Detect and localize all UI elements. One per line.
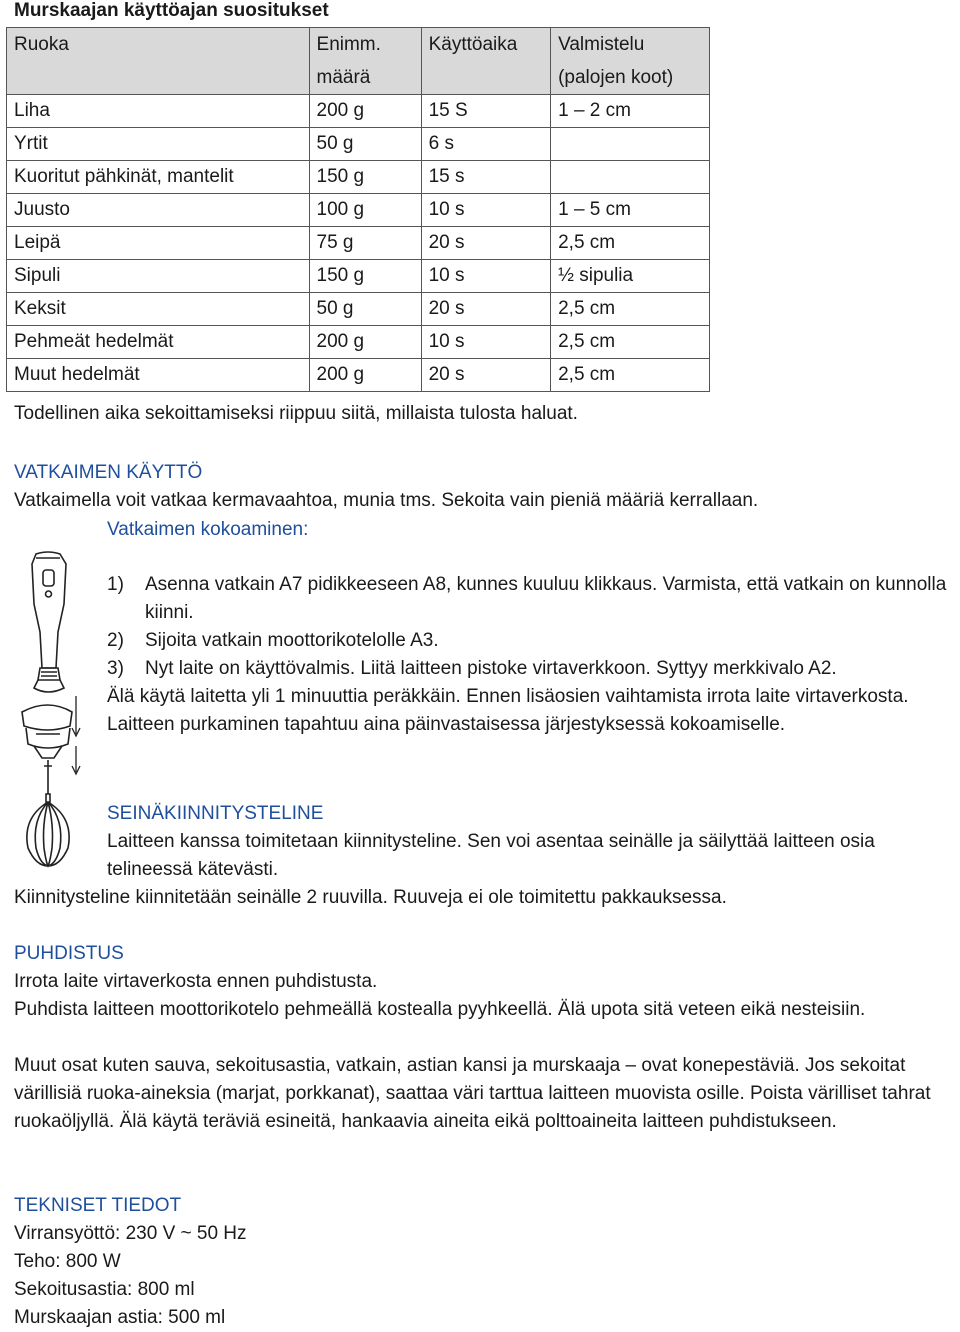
- assembly-arrow-icon: [72, 696, 80, 774]
- cleaning-paragraph-3: Muut osat kuten sauva, sekoitusastia, vatkain, astian kansi ja murskaaja – ovat konepestäviä. Jos sekoitat värillisiä ruoka-aineksia (marjat, porkkanat), saattaa väri tarttua laitteen muovista osille. Poista värilliset tahrat ruokaöljyllä. Älä käytä teräviä esineitä, hankaavia aineita eikä polttoaineita laitteen puhdistukseen.: [14, 1055, 931, 1132]
- time-cell: 20 s: [421, 359, 551, 392]
- time-cell: 15 S: [421, 95, 551, 128]
- column-header-food: Ruoka: [7, 28, 310, 95]
- specs-list: [14, 1220, 247, 1332]
- time-cell: 20 s: [421, 293, 551, 326]
- preparation-cell: 2,5 cm: [551, 293, 710, 326]
- food-cell: Kuoritut pähkinät, mantelit: [7, 161, 310, 194]
- preparation-cell: 2,5 cm: [551, 326, 710, 359]
- spec-line-power: Teho: 800 W: [14, 1251, 121, 1272]
- food-cell: Pehmeät hedelmät: [7, 326, 310, 359]
- whisk-assembly-illustration: [14, 548, 94, 878]
- step-text: Asenna vatkain A7 pidikkeeseen A8, kunnes kuuluu klikkaus. Varmista, että vatkain on kunnolla kiinni.: [145, 574, 947, 623]
- time-cell: 20 s: [421, 227, 551, 260]
- food-cell: Yrtit: [7, 128, 310, 161]
- food-cell: Muut hedelmät: [7, 359, 310, 392]
- max-amount-cell: 200 g: [309, 359, 421, 392]
- preparation-cell: 1 – 5 cm: [551, 194, 710, 227]
- page-title: Murskaajan käyttöajan suositukset: [14, 0, 329, 21]
- max-amount-cell: 50 g: [309, 293, 421, 326]
- spec-line-mixing-bowl: Sekoitusastia: 800 ml: [14, 1279, 195, 1300]
- table-row: [7, 260, 710, 293]
- max-amount-cell: 50 g: [309, 128, 421, 161]
- food-cell: Sipuli: [7, 260, 310, 293]
- time-cell: 10 s: [421, 194, 551, 227]
- motor-unit-icon: [32, 552, 66, 692]
- whisk-heading: VATKAIMEN KÄYTTÖ: [14, 462, 203, 483]
- timing-note: Todellinen aika sekoittamiseksi riippuu siitä, millaista tulosta haluat.: [14, 403, 578, 424]
- step-text: Sijoita vatkain moottorikotelolle A3.: [145, 630, 439, 651]
- table-row: [7, 227, 710, 260]
- food-cell: Liha: [7, 95, 310, 128]
- column-header-time: Käyttöaika: [421, 28, 551, 95]
- max-amount-cell: 100 g: [309, 194, 421, 227]
- step-number: 2): [107, 630, 124, 651]
- max-amount-cell: 200 g: [309, 326, 421, 359]
- wall-mount-heading: SEINÄKIINNITYSTELINE: [107, 803, 324, 824]
- cleaning-heading: PUHDISTUS: [14, 943, 124, 964]
- step-number: 1): [107, 574, 124, 595]
- chopper-time-table: [6, 27, 710, 392]
- step-item: [107, 655, 957, 683]
- usage-warning: Älä käytä laitetta yli 1 minuuttia peräkkäin. Ennen lisäosien vaihtamista irrota laite virtaverkosta. Laitteen purkaminen tapahtuu aina päinvastaisessa järjestyksessä kokoamiselle.: [107, 686, 909, 735]
- max-amount-cell: 75 g: [309, 227, 421, 260]
- table-header-row: [7, 28, 710, 95]
- table-row: [7, 293, 710, 326]
- spec-line-voltage: Virransyöttö: 230 V ~ 50 Hz: [14, 1223, 247, 1244]
- preparation-cell: [551, 128, 710, 161]
- time-cell: 10 s: [421, 326, 551, 359]
- food-cell: Keksit: [7, 293, 310, 326]
- time-cell: 10 s: [421, 260, 551, 293]
- wall-mount-paragraph-1: Laitteen kanssa toimitetaan kiinnitysteline. Sen voi asentaa seinälle ja säilyttää laitteen osia telineessä kätevästi.: [107, 831, 875, 880]
- specs-heading: TEKNISET TIEDOT: [14, 1195, 182, 1216]
- preparation-cell: 2,5 cm: [551, 359, 710, 392]
- whisk-holder-icon: [22, 705, 72, 758]
- step-item: [107, 571, 957, 627]
- table-row: [7, 161, 710, 194]
- step-text: Nyt laite on käyttövalmis. Liitä laitteen pistoke virtaverkkoon. Syttyy merkkivalo A2.: [145, 658, 837, 679]
- wall-mount-paragraph-2: Kiinnitysteline kiinnitetään seinälle 2 ruuvilla. Ruuveja ei ole toimitettu pakkauksessa.: [14, 887, 727, 908]
- preparation-cell: ½ sipulia: [551, 260, 710, 293]
- table-row: [7, 326, 710, 359]
- table-row: [7, 194, 710, 227]
- assembly-heading: Vatkaimen kokoaminen:: [107, 519, 309, 540]
- food-cell: Leipä: [7, 227, 310, 260]
- whisk-icon: [27, 760, 69, 866]
- preparation-cell: 2,5 cm: [551, 227, 710, 260]
- time-cell: 15 s: [421, 161, 551, 194]
- max-amount-cell: 200 g: [309, 95, 421, 128]
- preparation-cell: 1 – 2 cm: [551, 95, 710, 128]
- max-amount-cell: 150 g: [309, 161, 421, 194]
- table-row: [7, 95, 710, 128]
- time-cell: 6 s: [421, 128, 551, 161]
- assembly-section: [107, 571, 957, 739]
- cleaning-paragraph-2: Puhdista laitteen moottorikotelo pehmeällä kostealla pyyhkeellä. Älä upota sitä veteen eikä nesteisiin.: [14, 999, 866, 1020]
- whisk-intro: Vatkaimella voit vatkaa kermavaahtoa, munia tms. Sekoita vain pieniä määriä kerrallaan.: [14, 490, 759, 511]
- food-cell: Juusto: [7, 194, 310, 227]
- spec-line-chopper-bowl: Murskaajan astia: 500 ml: [14, 1307, 226, 1328]
- preparation-cell: [551, 161, 710, 194]
- step-number: 3): [107, 658, 124, 679]
- cleaning-paragraph-1: Irrota laite virtaverkosta ennen puhdistusta.: [14, 971, 378, 992]
- assembly-steps: [107, 571, 957, 683]
- max-amount-cell: 150 g: [309, 260, 421, 293]
- table-row: [7, 128, 710, 161]
- step-item: [107, 627, 957, 655]
- column-header-max-amount: Enimm. määrä: [309, 28, 421, 95]
- column-header-preparation: Valmistelu (palojen koot): [551, 28, 710, 95]
- table-row: [7, 359, 710, 392]
